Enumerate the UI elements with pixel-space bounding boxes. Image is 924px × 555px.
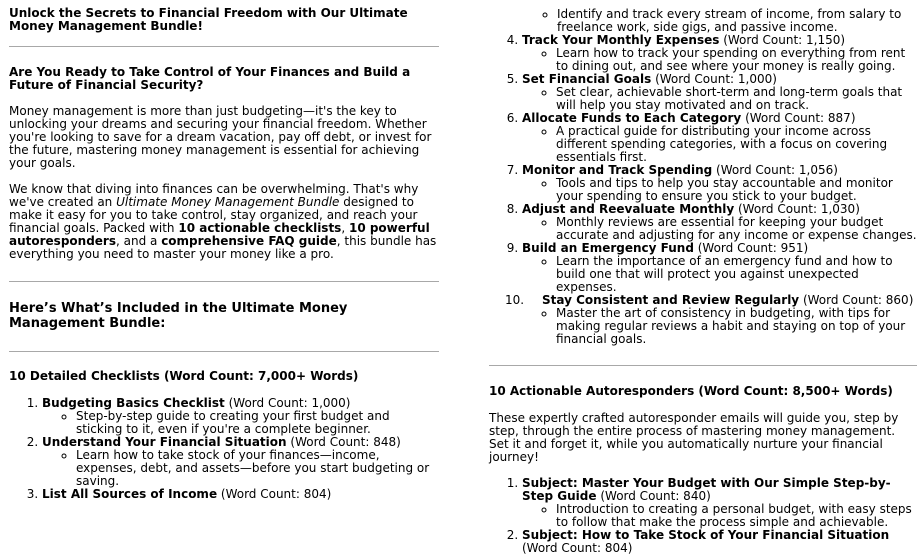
- divider: [9, 46, 439, 47]
- checklists-heading: 10 Detailed Checklists (Word Count: 7,000+ Words): [9, 369, 359, 383]
- list-item: [522, 73, 917, 112]
- word-count: (Word Count: 1,150): [719, 33, 846, 47]
- word-count: (Word Count: 1,000): [224, 396, 351, 410]
- word-count: (Word Count: 804): [217, 487, 332, 501]
- item-description: ◦ Monthly reviews are essential for keeping your budget accurate and adjusting for any income or expense changes.: [556, 216, 917, 242]
- item-number: 10.: [505, 293, 525, 307]
- bold-autoresponders: 10 powerful autoresponders: [9, 221, 430, 248]
- text-run: ,: [341, 221, 349, 235]
- word-count: (Word Count: 1,030): [734, 202, 860, 216]
- intro-paragraph: Money management is more than just budgeting—it's the key to unlocking your dreams and securing your financial freedom. Whether you're looking to save for a dream vacation, pay off debt, or invest for the future, mastering money management is essential for achieving your goals.: [9, 104, 432, 170]
- text-run: designed to make it easy for you to take control, stay organized, and reach your financial goals. Packed with: [9, 195, 418, 235]
- item-title: Subject: How to Take Stock of Your Financial Situation: [522, 528, 890, 542]
- list-item: [42, 397, 439, 436]
- bundle-name: Ultimate Money Management Bundle: [116, 195, 340, 209]
- item-description: ◦ Set clear, achievable short-term and long-term goals that will help you stay motivated and on track.: [556, 86, 917, 112]
- autoresponders-intro: These expertly crafted autoresponder emails will guide you, step by step, through the entire process of mastering money management. Set it and forget it, while you automatically nurture your financial journey!: [489, 411, 899, 464]
- left-column: [9, 0, 439, 501]
- item-description: ◦ Learn the importance of an emergency fund and how to build one that will protect you against unexpected expenses.: [556, 255, 917, 294]
- item-title: Set Financial Goals: [522, 72, 652, 86]
- included-heading: Here’s What’s Included in the Ultimate Money Management Bundle:: [9, 301, 348, 331]
- word-count: (Word Count: 1,056): [712, 163, 838, 177]
- divider: [9, 351, 439, 352]
- word-count: (Word Count: 840): [596, 489, 711, 503]
- page-title: Unlock the Secrets to Financial Freedom with Our Ultimate Money Management Bundle!: [9, 6, 408, 33]
- autoresponder-list: [489, 477, 917, 555]
- bundle-paragraph: [9, 183, 439, 261]
- item-description: ◦ Learn how to take stock of your finances—income, expenses, debt, and assets—before you start budgeting or saving.: [76, 449, 439, 488]
- bold-faq-guide: comprehensive FAQ guide: [161, 234, 337, 248]
- list-item: [42, 436, 439, 488]
- item-title: Monitor and Track Spending: [522, 163, 713, 177]
- list-item: [522, 112, 917, 164]
- list-item: [522, 164, 917, 203]
- item-description: ◦ Learn how to track your spending on everything from rent to dining out, and see where your money is really going.: [556, 47, 917, 73]
- list-item: [522, 203, 917, 242]
- word-count: (Word Count: 1,000): [651, 72, 777, 86]
- word-count: (Word Count: 804): [522, 541, 633, 555]
- word-count: (Word Count: 951): [693, 241, 809, 255]
- item-title: Stay Consistent and Review Regularly: [542, 293, 800, 307]
- continued-description: [489, 8, 917, 34]
- item-title: Budgeting Basics Checklist: [42, 396, 225, 410]
- text-run: , this bundle has everything you need to master your money like a pro.: [9, 234, 437, 261]
- word-count: (Word Count: 860): [799, 293, 914, 307]
- checklist-list: [9, 397, 439, 501]
- item-title: Track Your Monthly Expenses: [522, 33, 720, 47]
- word-count: (Word Count: 848): [286, 435, 401, 449]
- item-title: Build an Emergency Fund: [522, 241, 694, 255]
- item-description: ◦ A practical guide for distributing your income across different spending categories, with a focus on covering essentials first.: [556, 125, 917, 164]
- item-description: ◦ Introduction to creating a personal budget, with easy steps to follow that make the process simple and achievable.: [556, 503, 917, 529]
- autoresponders-heading: 10 Actionable Autoresponders (Word Count: 8,500+ Words): [489, 384, 893, 398]
- item-title: Understand Your Financial Situation: [42, 435, 287, 449]
- right-column: [489, 0, 917, 555]
- list-item: [522, 34, 917, 73]
- list-item: [522, 529, 917, 555]
- divider: [489, 365, 917, 366]
- item-title: Allocate Funds to Each Category: [522, 111, 742, 125]
- text-run: We know that diving into finances can be overwhelming. That's why we've created an: [9, 182, 419, 209]
- word-count: (Word Count: 887): [741, 111, 856, 125]
- item-description: ◦ Identify and track every stream of income, from salary to freelance work, side gigs, and passive income.: [557, 8, 917, 34]
- item-title: Subject: Master Your Budget with Our Simple Step-by-Step Guide: [522, 476, 891, 503]
- item-title: List All Sources of Income: [42, 487, 218, 501]
- item-description: ◦ Tools and tips to help you stay accountable and monitor your spending to ensure you stick to your budget.: [556, 177, 917, 203]
- divider: [9, 281, 439, 282]
- list-item-10: [489, 294, 917, 346]
- item-title: Adjust and Reevaluate Monthly: [522, 202, 735, 216]
- item-description: ◦ Master the art of consistency in budgeting, with tips for making regular reviews a habit and staying on top of your financial goals.: [556, 307, 917, 346]
- list-item: [42, 488, 439, 501]
- bold-checklists: 10 actionable checklists: [178, 221, 342, 235]
- list-item: [522, 477, 917, 529]
- item-description: ◦ Step-by-step guide to creating your first budget and sticking to it, even if you're a complete beginner.: [76, 410, 439, 436]
- section-subtitle: Are You Ready to Take Control of Your Finances and Build a Future of Financial Security?: [9, 65, 411, 92]
- list-item: [522, 242, 917, 294]
- checklist-list-continued: [489, 34, 917, 294]
- text-run: , and a: [116, 234, 162, 248]
